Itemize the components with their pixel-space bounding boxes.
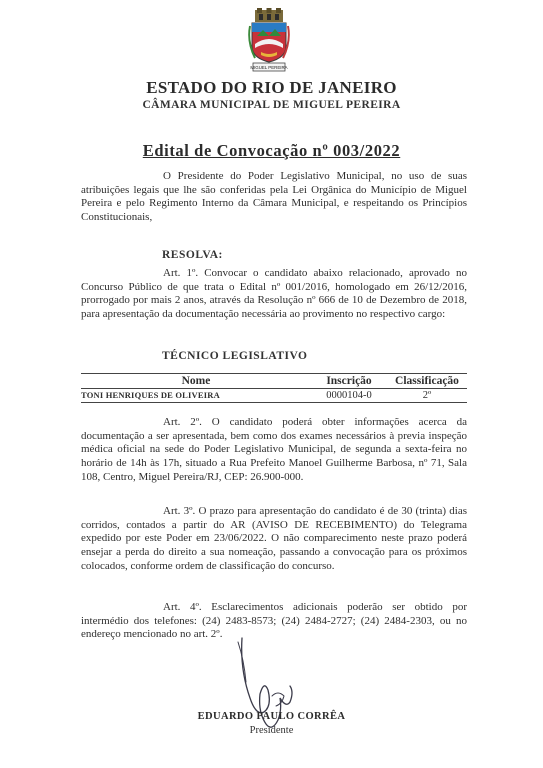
table-header-row	[81, 374, 467, 389]
candidate-classificacao: 2º	[387, 389, 467, 403]
article-2: Art. 2º. O candidato poderá obter informações acerca da documentação a ser apresentada, bem como dos exames necessários à previa inspeção médica oficial na sede do Poder Legislativo Municipal, de segunda a sexta-feira no horário de 14h às 17h, situado a Rua Prefeito Manoel Guilherme Barbosa, nº 71, Sala 108, Centro, Miguel Pereira/RJ, CEP: 26.900-000.	[81, 416, 467, 483]
candidate-inscricao: 0000104-0	[311, 389, 387, 403]
article-4: Art. 4º. Esclarecimentos adicionais poderão ser obtido por intermédio dos telefones: (24) 2483-8573; (24) 2484-2727; (24) 2484-2303, ou no endereço mencionado no art. 2º.	[81, 601, 467, 641]
table-row	[81, 389, 467, 403]
edict-title: Edital de Convocação nº 003/2022	[142, 141, 401, 160]
intro-paragraph: O Presidente do Poder Legislativo Municipal, no uso de suas atribuições legais que lhe são conferidas pela Lei Orgânica do Município de Miguel Pereira e pelo Regimento Interno da Câmara Municipal, e respeitando os Princípios Constitucionais,	[81, 170, 467, 224]
chamber-heading: CÂMARA MUNICIPAL DE MIGUEL PEREIRA	[142, 99, 401, 111]
article-1: Art. 1º. Convocar o candidato abaixo relacionado, aprovado no Concurso Público de que trata o Edital nº 001/2016, homologado em 26/12/2016, prorrogado por mais 2 anos, através da Resolução nº 666 de 10 de Dezembro de 2018, para apresentação da documentação necessária ao provimento no respectivo cargo:	[81, 267, 467, 321]
municipal-crest-icon	[247, 8, 291, 74]
state-heading: ESTADO DO RIO DE JANEIRO	[146, 78, 397, 97]
candidate-name: TONI HENRIQUES DE OLIVEIRA	[81, 389, 311, 403]
article-3: Art. 3º. O prazo para apresentação do candidato é de 30 (trinta) dias corridos, contados a partir do AR (AVISO DE RECEBIMENTO) do Telegrama expedido por este Poder em 23/06/2022. O não comparecimento neste prazo poderá ensejar a perda do direito a sua nomeação, passando a convocação para os próximos colocados, conforme ordem de classificação do concurso.	[81, 505, 467, 572]
col-header-classificacao: Classificação	[387, 374, 467, 389]
col-header-name: Nome	[81, 374, 311, 389]
candidate-table	[81, 373, 467, 403]
col-header-inscricao: Inscrição	[311, 374, 387, 389]
signatory-name: EDUARDO PAULO CORRÊA	[197, 711, 346, 722]
handwritten-signature-icon	[220, 620, 310, 740]
signatory-role: Presidente	[249, 725, 294, 736]
position-heading: TÉCNICO LEGISLATIVO	[162, 350, 308, 362]
resolva-label: RESOLVA:	[162, 249, 223, 261]
svg-text:MIGUEL PEREIRA: MIGUEL PEREIRA	[250, 65, 288, 71]
